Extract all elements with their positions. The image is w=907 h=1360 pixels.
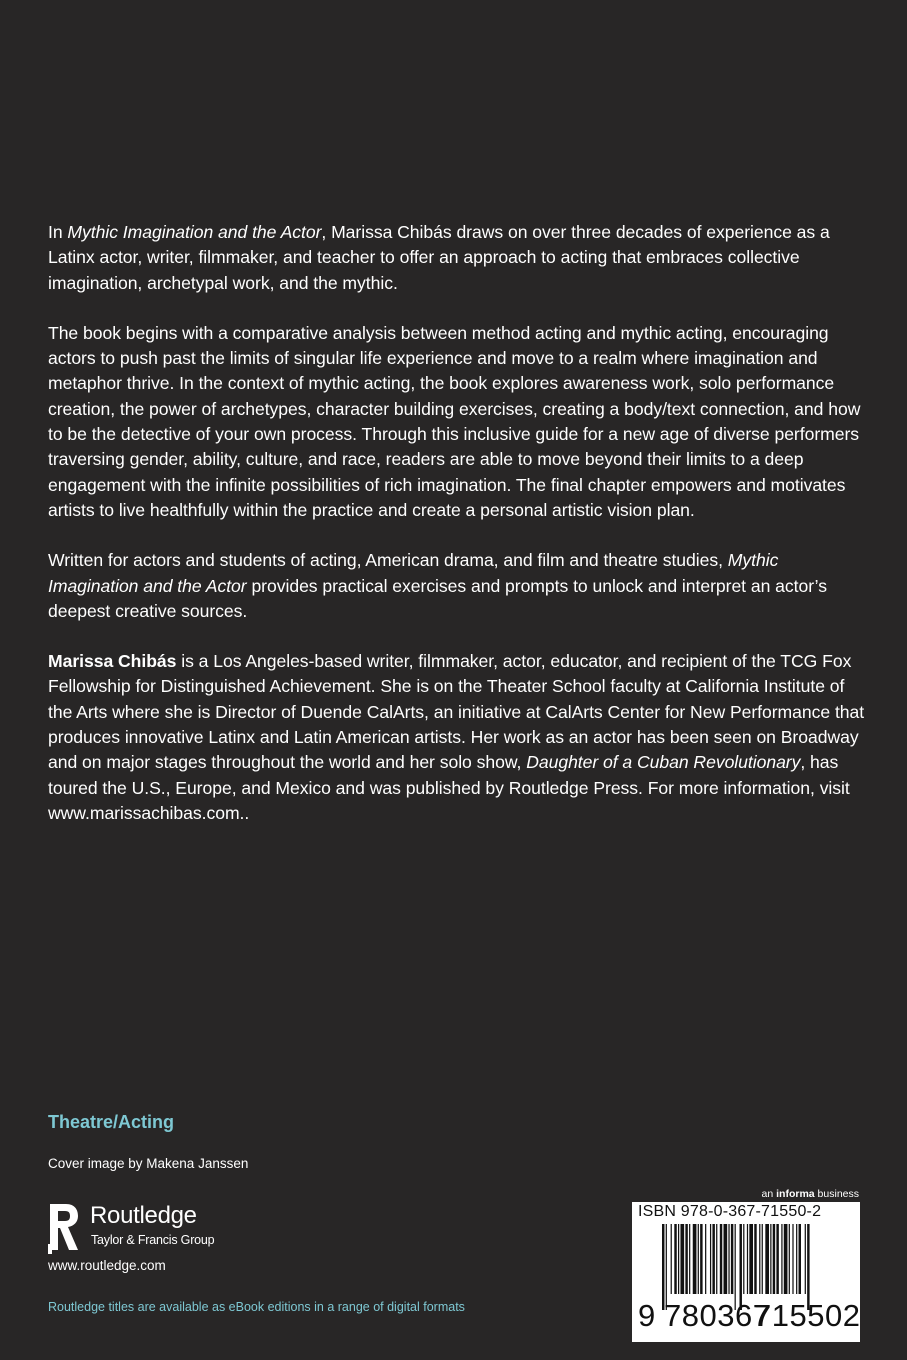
- isbn-barcode: [632, 1202, 860, 1342]
- barcode-digit-group-2: 715502: [754, 1298, 861, 1333]
- barcode-bar: [731, 1224, 733, 1294]
- publisher-group: Taylor & Francis Group: [91, 1233, 215, 1247]
- barcode-digit-group-1: 780367: [664, 1298, 771, 1333]
- book-title-italic: Mythic Imagination and the Actor: [67, 222, 322, 242]
- barcode-bar: [762, 1224, 763, 1294]
- publisher-name: Routledge: [90, 1202, 197, 1229]
- barcode-bar: [749, 1224, 753, 1294]
- barcode-digits: [632, 1294, 860, 1338]
- barcode-bar: [720, 1224, 722, 1294]
- barcode-bar: [710, 1224, 711, 1294]
- barcode-bar: [743, 1224, 744, 1294]
- book-title-italic: Mythic Imagination and the Actor: [48, 550, 779, 596]
- barcode-bar: [754, 1224, 756, 1294]
- barcode-bar: [728, 1224, 729, 1294]
- barcode-bar: [712, 1224, 714, 1294]
- barcode-bar: [792, 1224, 793, 1294]
- barcode-bar: [770, 1224, 771, 1294]
- blurb-paragraph-2: The book begins with a comparative analysis between method acting and mythic acting, encouraging actors to push past the limits of singular life experience and move to a realm where imagination and metaphor thrive. In the context of mythic acting, the book explores awareness work, solo performance creation, the power of archetypes, character building exercises, creating a body/text connection, and how to be the detective of your own process. Through this inclusive guide for a new age of diverse performers traversing gender, ability, culture, and race, readers are able to move beyond their limits to a deep engagement with the infinite possibilities of rich imagination. The final chapter empowers and motivates artists to live healthfully within the practice and create a personal artistic vision plan.: [48, 322, 861, 520]
- author-bio: Marissa Chibás is a Los Angeles-based writer, filmmaker, actor, educator, and recipient of the TCG Fox Fellowship for Distinguished Achievement. She is on the Theater School faculty at California Institute of the Arts where she is Director of Duende CalArts, an initiative at CalArts Center for New Performance that produces innovative Latinx and Latin American artists. Her work as an actor has been seen on Broadway and on major stages throughout the world and her solo show, Daughter of a Cuban Revolutionary, has toured the U.S., Europe, and Mexico and was published by Routledge Press. For more information, visit www.marissachibas.com..: [48, 651, 865, 823]
- barcode-bar: [674, 1224, 676, 1294]
- barcode-bar: [700, 1224, 702, 1294]
- barcode-bar: [693, 1224, 697, 1294]
- barcode-bar: [680, 1224, 684, 1294]
- barcode-bar: [724, 1224, 728, 1294]
- subject-category: Theatre/Acting: [48, 1112, 175, 1132]
- barcode-bar: [716, 1224, 717, 1294]
- barcode-lead-digit: 9: [638, 1298, 656, 1333]
- ebook-availability-note: Routledge titles are available as eBook editions in a range of digital formats: [48, 1300, 465, 1314]
- solo-show-title: Daughter of a Cuban Revolutionary: [526, 752, 801, 773]
- barcode-bar: [759, 1224, 760, 1294]
- barcode-bar: [773, 1224, 775, 1294]
- author-name: Marissa Chibás: [48, 651, 177, 672]
- barcode-bar: [705, 1224, 706, 1294]
- barcode-bar: [689, 1224, 690, 1294]
- barcode-bar: [805, 1224, 806, 1294]
- barcode-bar: [678, 1224, 679, 1294]
- isbn-label: ISBN 978-0-367-71550-2: [638, 1203, 822, 1220]
- barcode-bar: [671, 1224, 672, 1294]
- barcode-bar: [784, 1224, 788, 1294]
- routledge-logo-icon: [44, 1200, 84, 1256]
- blurb-paragraph-1: In Mythic Imagination and the Actor, Marissa Chibás draws on over three decades of experience as a Latinx actor, writer, filmmaker, and teacher to offer an approach to acting that embraces collective imagination, archetypal work, and the mythic.: [48, 222, 830, 293]
- barcode-bar: [781, 1224, 782, 1294]
- barcode-bar: [685, 1224, 687, 1294]
- cover-image-credit: Cover image by Makena Janssen: [48, 1156, 249, 1171]
- back-cover-blurb: [48, 220, 868, 851]
- barcode-bar: [698, 1224, 699, 1294]
- barcode-bar: [789, 1224, 790, 1294]
- barcode-bar: [747, 1224, 748, 1294]
- barcode-bar: [799, 1224, 801, 1294]
- informa-business-tag: an informa business: [761, 1188, 859, 1200]
- publisher-website[interactable]: www.routledge.com: [48, 1258, 166, 1273]
- blurb-paragraph-3: Written for actors and students of acting, American drama, and film and theatre studies, Mythic Imagination and the Actor provides practical exercises and prompts to unlock and interpret an actor’s deepest creative sources.: [48, 550, 827, 621]
- barcode-bar: [776, 1224, 778, 1294]
- publisher-logo: [44, 1198, 264, 1258]
- barcode-bar: [796, 1224, 797, 1294]
- barcode-bar: [765, 1224, 769, 1294]
